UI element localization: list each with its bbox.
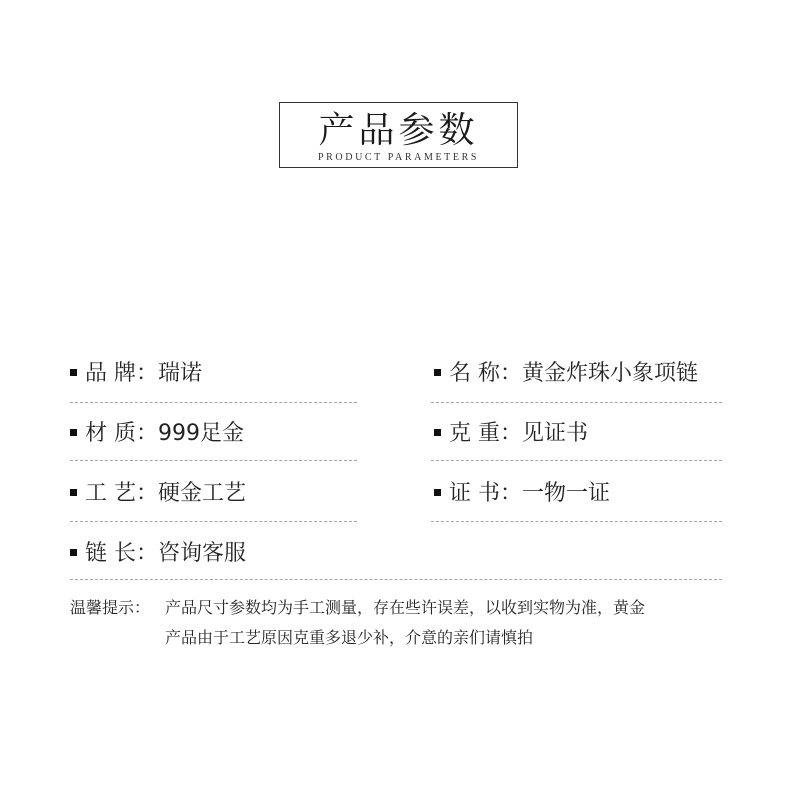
bullet-square-icon [434,369,441,376]
param-weight [434,419,588,449]
param-material-label: 材 质： [85,421,158,446]
divider [70,579,722,580]
param-cert-value: 一物一证 [522,481,611,506]
param-cert-label: 证 书： [449,481,522,506]
bullet-square-icon [70,369,77,376]
bullet-square-icon [70,549,77,556]
param-weight-label: 克 重： [449,421,522,446]
param-chain-label: 链 长： [85,541,158,566]
param-craft-value: 硬金工艺 [158,481,247,506]
notice-label: 温馨提示： [70,598,151,617]
param-name [434,359,698,389]
param-material [70,419,244,449]
param-cert [434,479,610,509]
param-brand-label: 品 牌： [85,361,158,386]
bullet-square-icon [434,429,441,436]
title-box [279,102,518,168]
page-title: 产品参数 [318,110,479,151]
notice-line-1: 产品尺寸参数均为手工测量，存在些许误差，以收到实物为准，黄金 [165,598,646,617]
bullet-square-icon [70,489,77,496]
divider [70,402,357,403]
param-brand-value: 瑞诺 [158,361,203,386]
param-name-value: 黄金炸珠小象项链 [522,361,699,386]
param-weight-value: 见证书 [522,421,589,446]
divider [431,460,722,461]
divider [70,521,357,522]
param-brand [70,359,202,389]
divider [70,460,357,461]
divider [431,521,722,522]
param-chain-value: 咨询客服 [158,541,247,566]
page-subtitle: PRODUCT PARAMETERS [318,152,479,163]
param-chain [70,539,246,569]
divider [431,402,722,403]
bullet-square-icon [70,429,77,436]
param-name-label: 名 称： [449,361,522,386]
bullet-square-icon [434,489,441,496]
param-craft [70,479,246,509]
param-material-value: 999足金 [158,421,244,446]
param-craft-label: 工 艺： [85,481,158,506]
notice-line-2: 产品由于工艺原因克重多退少补，介意的亲们请慎拍 [165,628,534,647]
